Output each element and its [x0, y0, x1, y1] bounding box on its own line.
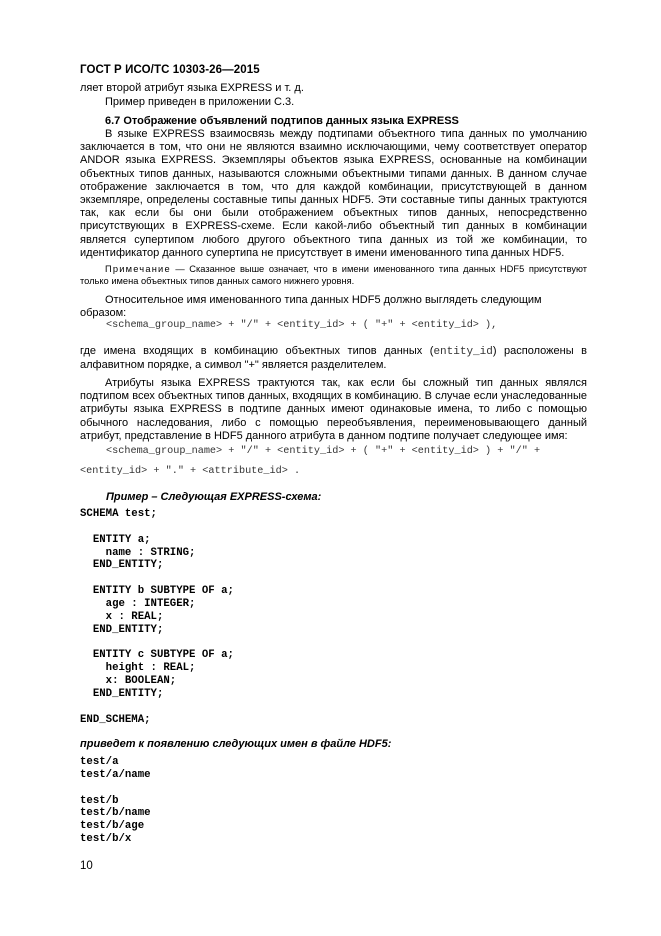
where-text-before: где имена входящих в комбинацию объектных типов данных (	[80, 345, 434, 357]
standard-header: ГОСТ Р ИСО/ТС 10303-26—2015	[80, 64, 260, 76]
relative-name-intro: Относительное имя именованного типа данных HDF5 должно выглядеть следующим образом:	[80, 294, 542, 320]
continuation-text: ляет второй атрибут языка EXPRESS и т. д.	[80, 82, 304, 94]
attribute-formula-line-2: <entity_id> + "." + <attribute_id> .	[80, 466, 301, 477]
example-label: Пример – Следующая EXPRESS-схема:	[106, 491, 322, 503]
note	[80, 264, 587, 287]
section-title: Отображение объявлений подтипов данных языка EXPRESS	[123, 115, 459, 127]
section-paragraph: В языке EXPRESS взаимосвязь между подтипами объектного типа данных по умолчанию заключается в том, что они не являются взаимно исключающими, чему соответствует оператор ANDOR языка EXPRESS. Экземпляры объектов языка EXPRESS, основанные на комбинации объектных типов данных, называются сложными объектными типами данных. В данном случае отображение заключается в том, что для каждой комбинации, присутствующей в данном экземпляре, определены составные типы данных HDF5. Эти составные типы данных трактуются так, как если бы они были отображением объектных типов данных, непосредственно присутствующих в EXPRESS-схеме. Если какой-либо объектный тип данных в комбинации является супертипом любого другого объектного типа данных из той же комбинации, то идентификатор данного супертипа не присутствует в имени именованного типа данных HDF5.	[80, 128, 587, 259]
attribute-formula-line-1: <schema_group_name> + "/" + <entity_id> + ( "+" + <entity_id> ) + "/" +	[106, 446, 541, 457]
name-formula: <schema_group_name> + "/" + <entity_id> + ( "+" + <entity_id> ),	[106, 320, 498, 331]
hdf5-names-list: test/a test/a/name test/b test/b/name test/b/age test/b/x	[80, 756, 151, 846]
attributes-paragraph: Атрибуты языка EXPRESS трактуются так, как если бы сложный тип данных являлся подтипом всех объектных типов данных, входящих в комбинацию. В случае если унаследованные атрибуты языка EXPRESS в подтипе данных имеют одинаковые имена, то либо с помощью обычного наследования, либо с помощью переобъявления, переименовывающего данный атрибут, представление в HDF5 данного атрибута в данном подтипе получает следующее имя:	[80, 377, 587, 442]
section-heading	[80, 115, 587, 128]
express-schema-code: SCHEMA test; ENTITY a; name : STRING; END_ENTITY; ENTITY b SUBTYPE OF a; age : INTEGER; x : REAL; END_ENTITY; ENTITY c SUBTYPE OF a; height : REAL; x: BOOLEAN; END_ENTITY; END_SCHEMA;	[80, 508, 234, 726]
where-paragraph	[80, 345, 587, 372]
note-label: Примечание	[105, 264, 171, 274]
entity-id-code: entity_id	[433, 346, 493, 358]
result-label: приведет к появлению следующих имен в файле HDF5:	[80, 738, 392, 750]
section-number: 6.7	[105, 115, 121, 127]
page-number: 10	[80, 860, 93, 872]
note-text: — Сказанное выше означает, что в имени именованного типа данных HDF5 присутствуют только имена объектных типов данных самого нижнего уровня.	[80, 264, 587, 286]
where-text-after: ) расположены в алфавитном порядке, а символ "+" является разделителем.	[80, 345, 587, 372]
example-reference: Пример приведен в приложении С.3.	[105, 96, 295, 108]
